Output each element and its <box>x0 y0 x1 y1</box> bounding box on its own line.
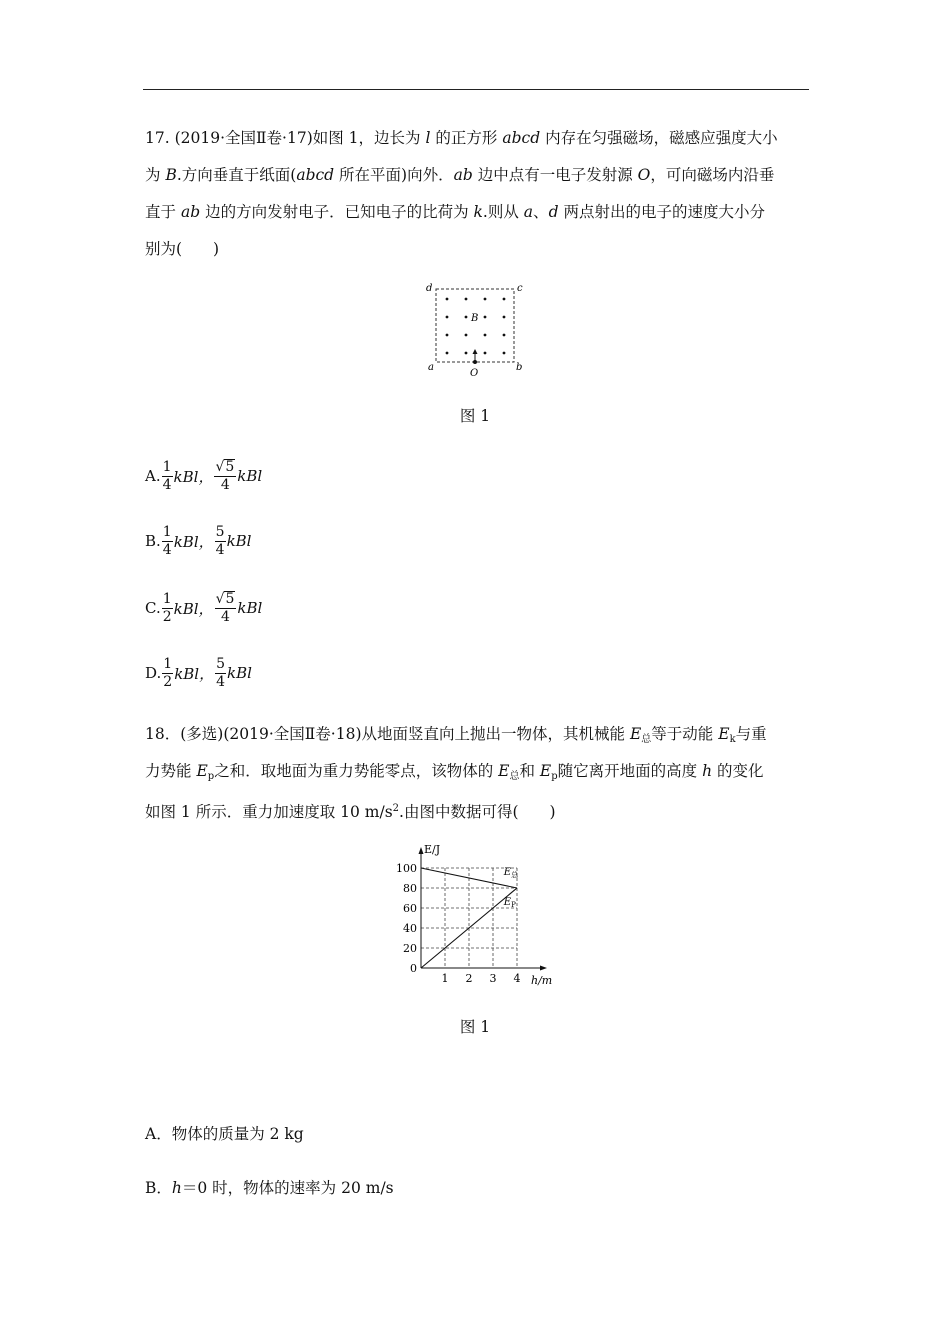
x-axis-label: h/m <box>531 974 553 987</box>
corner-b-label: b <box>516 362 523 373</box>
q18-option-a[interactable]: A．物体的质量为 2 kg <box>145 1125 304 1143</box>
q18-caption: 图 1 <box>459 1018 491 1036</box>
q17-source: (2019·全国Ⅱ卷·17) <box>174 129 313 147</box>
y-tick-label: 20 <box>403 942 417 955</box>
q17-figure <box>420 278 530 378</box>
fraction-sqrt: √ 5 4 <box>215 590 235 625</box>
corner-a-label: a <box>428 362 434 373</box>
corner-c-label: c <box>517 283 523 294</box>
q18-energy-chart <box>380 838 580 988</box>
y-tick-label: 80 <box>403 882 417 895</box>
x-tick-label: 3 <box>489 972 497 985</box>
x-tick-label: 2 <box>465 972 473 985</box>
q18-line-1: 18．(多选)(2019·全国Ⅱ卷·18)从地面竖直向上抛出一物体，其机械能 $E_总$等于动能 $E_k$与重 <box>145 725 767 745</box>
fraction-sqrt: √ 5 4 <box>215 458 235 493</box>
series-label-e-p: $E_P$ <box>503 897 516 909</box>
q17-line-1: 17. (2019·全国Ⅱ卷·17)如图 1，边长为 l 的正方形 abcd 内存在匀强磁场，磁感应强度大小 <box>145 129 778 147</box>
y-tick-label: 60 <box>403 902 417 915</box>
fraction: $\frac{1}{4}$ <box>162 523 172 558</box>
q17-caption: 图 1 <box>459 407 491 425</box>
q17-line-4: 别为( ) <box>145 240 220 258</box>
header-rule <box>143 89 809 90</box>
field-dots <box>446 298 506 355</box>
x-axis-arrow <box>540 966 547 971</box>
y-tick-label: 40 <box>403 922 417 935</box>
q18-option-b[interactable]: B．h＝0 时，物体的速率为 20 m/s <box>145 1179 394 1197</box>
y-axis-label: E/J <box>424 843 441 856</box>
q18-line-2: 力势能 $E_p$之和．取地面为重力势能零点，该物体的 $E_总$和 $E_p$随它离开地面的高度 h 的变化 <box>145 762 764 782</box>
fraction: $\frac{1}{2}$ <box>163 655 173 690</box>
fraction: $\frac{1}{2}$ <box>162 590 172 625</box>
corner-d-label: d <box>426 283 433 294</box>
fraction: $\frac{5}{4}$ <box>216 655 226 690</box>
q17-option-b[interactable]: B. $\frac{1}{4}$ kBl， $\frac{5}{4}$ kBl <box>145 523 252 558</box>
q17-option-d[interactable]: D. $\frac{1}{2}$ kBl， $\frac{5}{4}$ kBl <box>145 655 252 690</box>
q17-number: 17. <box>145 129 170 147</box>
q17-option-a[interactable]: A. $\frac{1}{4}$ kBl， √ 5 4 kBl <box>145 458 263 493</box>
q17-option-c[interactable]: C. $\frac{1}{2}$ kBl， √ 5 4 kBl <box>145 590 263 625</box>
fraction: $\frac{1}{4}$ <box>162 458 172 493</box>
source-o-label: O <box>470 368 479 378</box>
y-tick-label: 100 <box>396 862 417 875</box>
q17-line-2: 为 B.方向垂直于纸面(abcd 所在平面)向外．ab 边中点有一电子发射源 O，可向磁场内沿垂 <box>145 166 775 184</box>
x-tick-label: 1 <box>441 972 449 985</box>
y-axis-arrow <box>419 847 424 854</box>
source-arrowhead <box>473 349 478 354</box>
field-b-label: B <box>471 313 479 324</box>
source-point <box>473 360 477 364</box>
series-label-e-total: $E_总$ <box>503 867 519 879</box>
q17-line-3: 直于 ab 边的方向发射电子．已知电子的比荷为 k.则从 a、d 两点射出的电子的速度大小分 <box>145 203 765 221</box>
y-tick-label: 0 <box>410 962 417 975</box>
q18-line-3: 如图 1 所示．重力加速度取 10 $m/s^2$.由图中数据可得( ) <box>145 803 556 822</box>
fraction: $\frac{5}{4}$ <box>215 523 225 558</box>
x-tick-label: 4 <box>513 972 521 985</box>
